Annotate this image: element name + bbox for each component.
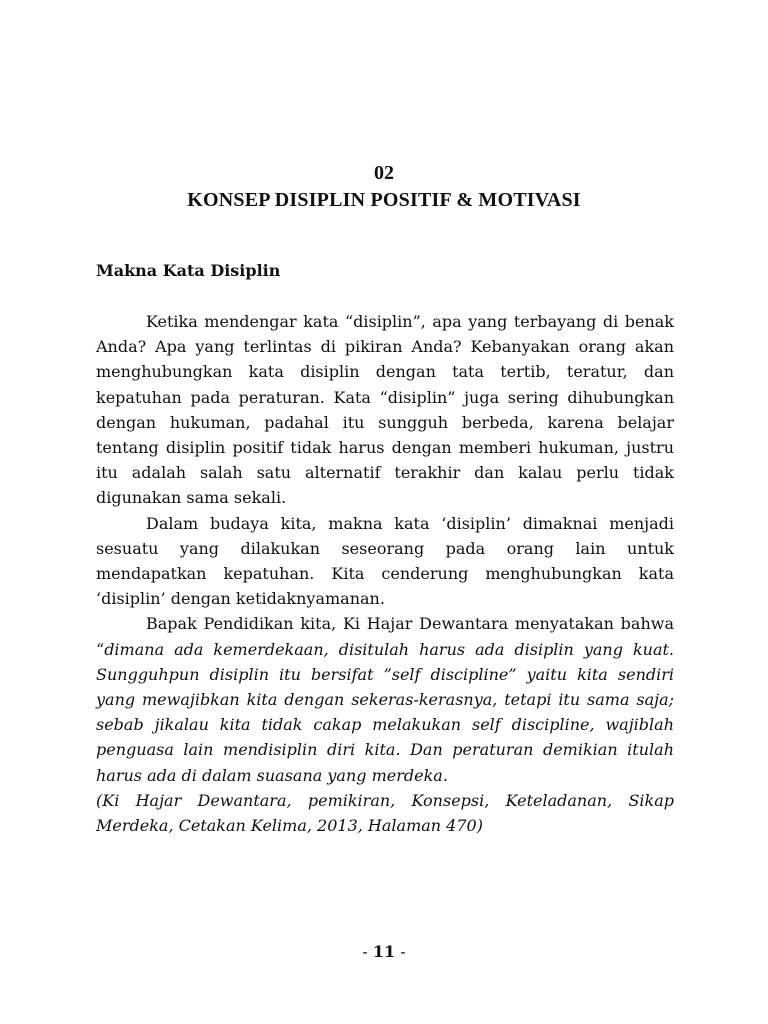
page-number bbox=[0, 940, 768, 964]
page-number-value: 11 bbox=[372, 942, 396, 961]
paragraph-3-intro: Bapak Pendidikan kita, Ki Hajar Dewantara menyatakan bahwa “ bbox=[96, 614, 674, 659]
page-number-prefix: - bbox=[362, 942, 373, 961]
paragraph-3 bbox=[96, 611, 674, 787]
page-number-suffix: - bbox=[395, 942, 406, 961]
section-heading: Makna Kata Disiplin bbox=[96, 261, 281, 280]
paragraph-1: Ketika mendengar kata “disiplin”, apa yang terbayang di benak Anda? Apa yang terlintas di pikiran Anda? Kebanyakan orang akan menghubungkan kata disiplin dengan tata tertib, teratur, dan kepatuhan pada peraturan. Kata “disiplin” juga sering dihubungkan dengan hukuman, padahal itu sungguh berbeda, karena belajar tentang disiplin positif tidak harus dengan memberi hukuman, justru itu adalah salah satu alternatif terakhir dan kalau perlu tidak digunakan sama sekali. bbox=[96, 312, 674, 508]
citation: (Ki Hajar Dewantara, pemikiran, Konsepsi, Keteladanan, Sikap Merdeka, Cetakan Kelima, 2013, Halaman 470) bbox=[96, 790, 674, 836]
chapter-title: KONSEP DISIPLIN POSITIF & MOTIVASI bbox=[187, 189, 581, 211]
paragraph-2: Dalam budaya kita, makna kata ‘disiplin’ dimaknai menjadi sesuatu yang dilakukan seseorang pada orang lain untuk mendapatkan kepatuhan. Kita cenderung menghubungkan kata ‘disiplin’ dengan ketidaknyamanan. bbox=[96, 513, 674, 609]
ki-hajar-quote: dimana ada kemerdekaan, disitulah harus ada disiplin yang kuat. Sungguhpun disiplin itu bersifat ”self discipline” yaitu kita sendiri yang mewajibkan kita dengan sekeras-kerasnya, tetapi itu sama saja; sebab jikalau kita tidak cakap melakukan self discipline, wajiblah penguasa lain mendisiplin diri kita. Dan peraturan demikian itulah harus ada di dalam suasana yang merdeka. bbox=[96, 639, 674, 785]
chapter-number: 02 bbox=[374, 162, 394, 184]
body-text bbox=[96, 309, 674, 838]
